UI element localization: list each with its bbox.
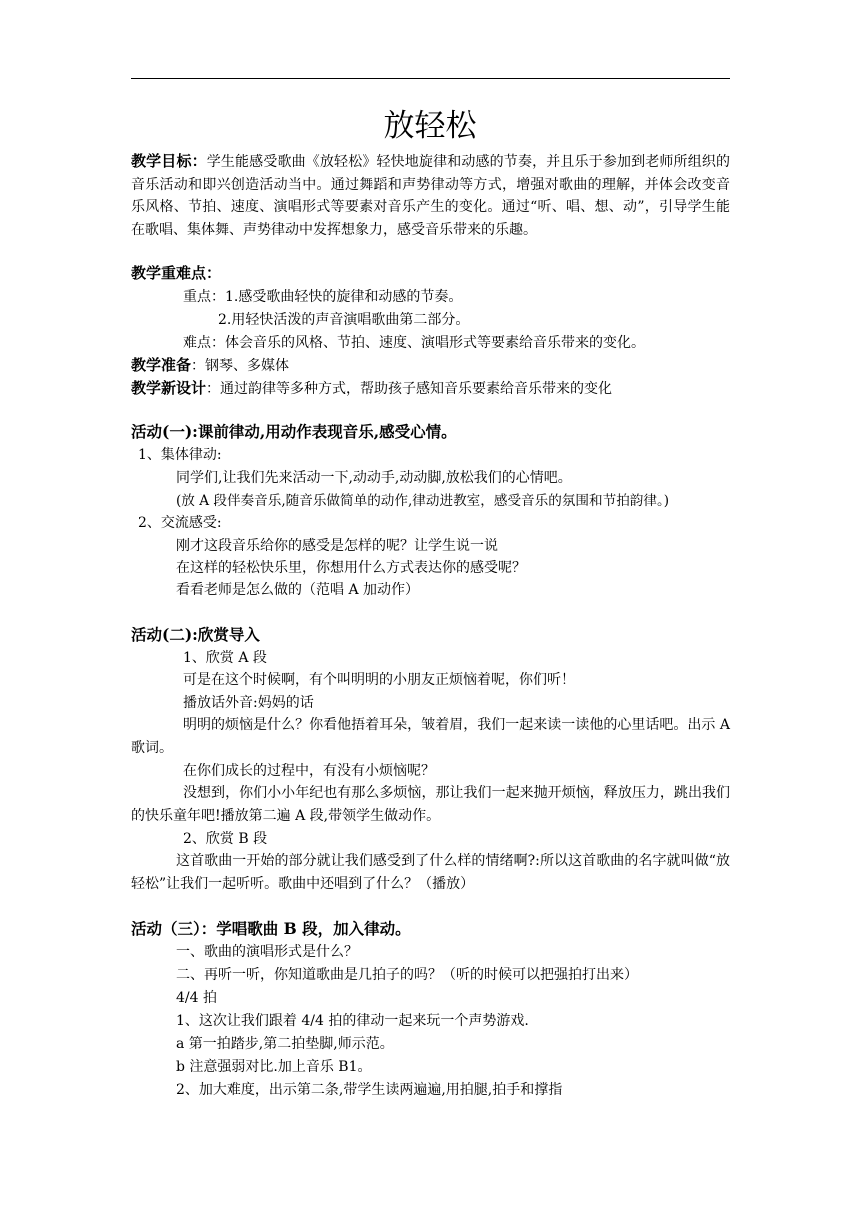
difficulty-point: 难点：体会音乐的风格、节拍、速度、演唱形式等要素给音乐带来的变化。 <box>183 335 645 351</box>
key-points-heading: 教学重难点： <box>131 264 222 282</box>
activity-2-item-1: 1、欣赏 A 段 <box>183 650 267 666</box>
activity-2-paragraph-3: 这首歌曲一开始的部分就让我们感受到了什么样的情绪啊?:所以这首歌曲的名字就叫做“放轻松”让我们一起听听。歌曲中还唱到了什么？（播放） <box>131 853 730 892</box>
activity-2-line-1: 可是在这个时候啊，有个叫明明的小朋友正烦恼着呢，你们听！ <box>183 672 575 688</box>
activity-1-item-1: 1、集体律动: <box>138 447 222 463</box>
teaching-prep-label: 教学准备 <box>131 356 192 374</box>
activity-2-line-3: 在你们成长的过程中，有没有小烦恼呢？ <box>183 763 435 779</box>
activity-3-line-7: 2、加大难度，出示第二条,带学生读两遍遍,用拍腿,拍手和撑指 <box>176 1082 563 1098</box>
activity-2-paragraph-2: 没想到，你们小小年纪也有那么多烦恼，那让我们一起来抛开烦恼，释放压力，跳出我们的快乐童年吧!播放第二遍 A 段,带领学生做动作。 <box>131 785 730 824</box>
teaching-prep-line <box>131 354 289 377</box>
teaching-design-text: ：通过韵律等多种方式，帮助孩子感知音乐要素给音乐带来的变化 <box>206 381 613 397</box>
activity-1-item-2: 2、交流感受: <box>138 515 222 531</box>
activity-2-paragraph-1: 明明的烦恼是什么？你看他捂着耳朵，皱着眉，我们一起来读一读他的心里话吧。出示 A 歌词。 <box>131 717 730 756</box>
activity-3-line-4: 1、这次让我们跟着 4/4 拍的律动一起来玩一个声势游戏. <box>176 1013 529 1029</box>
activity-3-line-6: b 注意强弱对比.加上音乐 B1。 <box>176 1059 372 1075</box>
activity-1-line-4: 在这样的轻松快乐里，你想用什么方式表达你的感受呢？ <box>176 560 526 576</box>
activity-3-line-3: 4/4 拍 <box>176 990 217 1006</box>
activity-1-line-5: 看看老师是怎么做的（范唱 A 加动作） <box>176 582 420 598</box>
activity-3-line-2: 二、再听一听，你知道歌曲是几拍子的吗？（听的时候可以把强拍打出来） <box>176 967 638 983</box>
activity-1-line-1: 同学们,让我们先来活动一下,动动手,动动脚,放松我们的心情吧。 <box>176 470 572 486</box>
activity-3-heading: 活动（三）：学唱歌曲 B 段，加入律动。 <box>131 919 411 938</box>
activity-3-line-1: 一、歌曲的演唱形式是什么？ <box>176 944 358 960</box>
focus-point-2: 2.用轻快活泼的声音演唱歌曲第二部分。 <box>218 312 470 328</box>
activity-2-heading: 活动(二):欣赏导入 <box>131 625 260 644</box>
teaching-design-label: 教学新设计 <box>131 379 207 397</box>
activity-1-line-3: 刚才这段音乐给你的感受是怎样的呢？让学生说一说 <box>176 538 498 554</box>
teaching-prep-text: ：钢琴、多媒体 <box>191 358 290 374</box>
activity-1-line-2: (放 A 段伴奏音乐,随音乐做简单的动作,律动进教室，感受音乐的氛围和节拍韵律。) <box>176 493 670 509</box>
teaching-goal-paragraph <box>131 150 730 241</box>
document-title: 放轻松 <box>383 108 477 144</box>
teaching-goal-label: 教学目标： <box>131 152 207 170</box>
teaching-design-line <box>131 377 612 400</box>
activity-1-heading: 活动(一):课前律动,用动作表现音乐,感受心情。 <box>131 422 457 441</box>
header-rule <box>131 78 730 79</box>
teaching-goal-text: 学生能感受歌曲《放轻松》轻快地旋律和动感的节奏，并且乐于参加到老师所组织的音乐活动和即兴创造活动当中。通过舞蹈和声势律动等方式，增强对歌曲的理解，并体会改变音乐风格、节拍、速度、演唱形式等要素对音乐产生的变化。通过“听、唱、想、动”，引导学生能在歌唱、集体舞、声势律动中发挥想象力，感受音乐带来的乐趣。 <box>131 154 730 238</box>
activity-3-line-5: a 第一拍踏步,第二拍垫脚,师示范。 <box>176 1036 394 1052</box>
activity-2-item-2: 2、欣赏 B 段 <box>183 831 268 847</box>
focus-point-1: 重点：1.感受歌曲轻快的旋律和动感的节奏。 <box>183 289 463 305</box>
activity-2-line-2: 播放话外音:妈妈的话 <box>183 695 314 711</box>
